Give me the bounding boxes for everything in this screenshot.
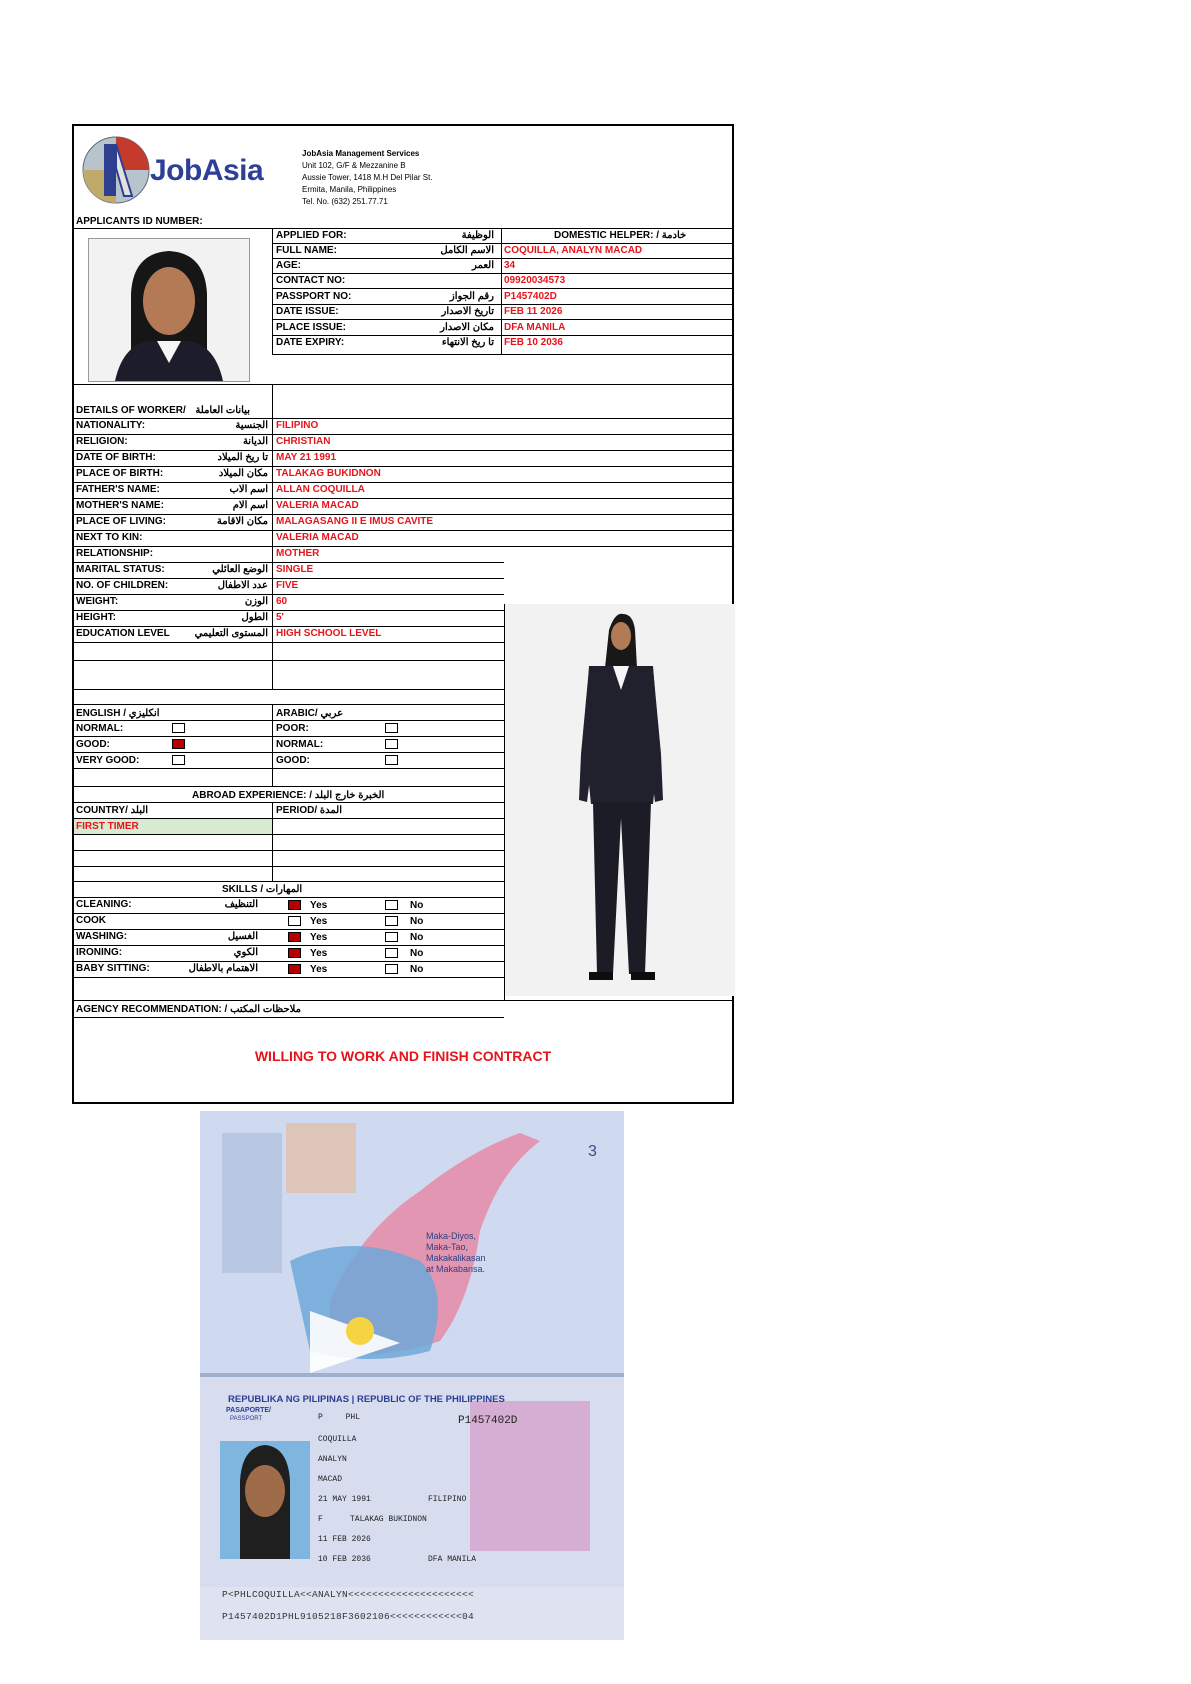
field-label: PASSPORT NO: (276, 291, 352, 302)
field-label: AGE: (276, 260, 301, 271)
passport-expiry-date: 10 FEB 2036 (318, 1555, 371, 1564)
detail-value: SINGLE (276, 564, 314, 575)
detail-label: HEIGHT: (76, 612, 116, 623)
skill-no-checkbox[interactable] (385, 916, 398, 926)
detail-value: HIGH SCHOOL LEVEL (276, 628, 382, 639)
head-photo-icon (89, 239, 249, 381)
detail-value: FIVE (276, 580, 299, 591)
agency-recommendation-label: AGENCY RECOMMENDATION: / ملاحظات المكتب (76, 1004, 301, 1015)
skill-label-ar: الغسيل (227, 931, 258, 942)
no-label: No (410, 932, 424, 943)
arabic-level-label: NORMAL: (276, 739, 324, 750)
date-issue-value: FEB 11 2026 (504, 306, 563, 317)
detail-label: WEIGHT: (76, 596, 119, 607)
detail-label-ar: تا ريخ الميلاد (217, 452, 268, 463)
field-label: DATE EXPIRY: (276, 337, 345, 348)
no-label: No (410, 948, 424, 959)
no-label: No (410, 916, 424, 927)
detail-label: RELATIONSHIP: (76, 548, 154, 559)
field-label: APPLIED FOR: (276, 230, 347, 241)
passport-surname: COQUILLA (318, 1435, 357, 1444)
skill-no-checkbox[interactable] (385, 900, 398, 910)
detail-label-ar: الوضع العائلي (212, 564, 268, 575)
country-value: FIRST TIMER (76, 821, 139, 832)
detail-label: DATE OF BIRTH: (76, 452, 156, 463)
detail-value: 60 (276, 596, 288, 607)
passport-number: P1457402D (458, 1415, 518, 1427)
detail-value: CHRISTIAN (276, 436, 331, 447)
logo-text: JobAsia (150, 154, 264, 187)
yes-label: Yes (310, 916, 328, 927)
passport-image (200, 1111, 624, 1640)
passport-given-name: ANALYN (318, 1455, 347, 1464)
detail-value: VALERIA MACAD (276, 532, 359, 543)
skill-label: CLEANING: (76, 899, 132, 910)
detail-value: 5' (276, 612, 284, 623)
age-value: 34 (504, 260, 516, 271)
arabic-normal-checkbox[interactable] (385, 739, 398, 749)
detail-value: MAY 21 1991 (276, 452, 337, 463)
passport-doc-label: PASAPORTE/ (226, 1407, 271, 1414)
detail-value: TALAKAG BUKIDNON (276, 468, 381, 479)
details-header-ar: بيانات العاملة (195, 405, 250, 416)
english-very-good-checkbox[interactable] (172, 755, 185, 765)
skills-title: SKILLS / المهارات (222, 884, 303, 895)
passport-middle-name: MACAD (318, 1475, 343, 1484)
english-level-label: NORMAL: (76, 723, 124, 734)
passport-nationality: FILIPINO (428, 1495, 467, 1504)
field-label-ar: الاسم الكامل (440, 245, 494, 256)
detail-label-ar: مكان الاقامة (216, 516, 268, 527)
abroad-experience-title: ABROAD EXPERIENCE: / الخبرة خارج البلد (192, 790, 385, 801)
passport-mrz-line-1: P<PHLCOQUILLA<<ANALYN<<<<<<<<<<<<<<<<<<<<< (222, 1589, 475, 1600)
passport-issue-date: 11 FEB 2026 (318, 1535, 371, 1544)
yes-label: Yes (310, 948, 328, 959)
detail-label: PLACE OF LIVING: (76, 516, 166, 527)
arabic-level-label: POOR: (276, 723, 309, 734)
detail-label: NEXT TO KIN: (76, 532, 143, 543)
field-label: DATE ISSUE: (276, 306, 339, 317)
detail-label-ar: الديانة (242, 436, 268, 447)
arabic-level-label: GOOD: (276, 755, 310, 766)
skill-no-checkbox[interactable] (385, 932, 398, 942)
detail-label-ar: اسم الام (232, 500, 268, 511)
passport-authority: DFA MANILA (428, 1555, 477, 1564)
skill-yes-checkbox[interactable] (288, 964, 301, 974)
address-line: Aussie Tower, 1418 M.H Del Pilar St. (302, 173, 433, 182)
detail-label: EDUCATION LEVEL (76, 628, 170, 639)
motto-line: Makakalikasan (426, 1253, 486, 1263)
applicant-head-photo (88, 238, 250, 382)
full-name-value: COQUILLA, ANALYN MACAD (504, 245, 643, 256)
address-line: Tel. No. (632) 251.77.71 (302, 197, 388, 206)
no-label: No (410, 964, 424, 975)
no-label: No (410, 900, 424, 911)
detail-value: FILIPINO (276, 420, 319, 431)
applicant-id-label: APPLICANTS ID NUMBER: (76, 216, 203, 227)
detail-label-ar: الطول (241, 612, 268, 623)
detail-label-ar: عدد الاطفال (217, 580, 268, 591)
detail-label-ar: اسم الاب (229, 484, 268, 495)
skill-label: WASHING: (76, 931, 128, 942)
yes-label: Yes (310, 932, 328, 943)
detail-label: NO. OF CHILDREN: (76, 580, 169, 591)
country-label: COUNTRY/ البلد (76, 805, 149, 816)
passport-dob: 21 MAY 1991 (318, 1495, 371, 1504)
field-label: FULL NAME: (276, 245, 337, 256)
detail-label-ar: مكان الميلاد (218, 468, 268, 479)
detail-value: VALERIA MACAD (276, 500, 359, 511)
passport-page-number: 3 (588, 1143, 597, 1160)
skill-yes-checkbox[interactable] (288, 900, 301, 910)
detail-label: RELIGION: (76, 436, 128, 447)
date-expiry-value: FEB 10 2036 (504, 337, 563, 348)
yes-label: Yes (310, 964, 328, 975)
place-issue-value: DFA MANILA (504, 322, 566, 333)
passport-place-of-birth: TALAKAG BUKIDNON (350, 1515, 427, 1524)
period-label: PERIOD/ المدة (276, 805, 343, 816)
passport-country-code: PHL (345, 1413, 361, 1422)
skill-no-checkbox[interactable] (385, 964, 398, 974)
passport-scan (200, 1111, 624, 1640)
english-good-checkbox[interactable] (172, 739, 185, 749)
field-label-ar: مكان الاصدار (440, 322, 494, 333)
passport-header: REPUBLIKA NG PILIPINAS | REPUBLIC OF THE PHILIPPINES (228, 1394, 505, 1405)
detail-label-ar: المستوى التعليمي (194, 628, 268, 639)
english-label: ENGLISH / انكليزي (76, 708, 160, 719)
arabic-label: ARABIC/ عربي (276, 708, 344, 719)
passport-no-value: P1457402D (504, 291, 557, 302)
skill-yes-checkbox[interactable] (288, 948, 301, 958)
detail-label: FATHER'S NAME: (76, 484, 160, 495)
address-line: Unit 102, G/F & Mezzanine B (302, 161, 406, 170)
detail-label: MOTHER'S NAME: (76, 500, 164, 511)
passport-doc-label-en: PASSPORT (230, 1416, 263, 1422)
motto-line: at Makabansa. (426, 1264, 486, 1274)
field-label: CONTACT NO: (276, 275, 346, 286)
english-level-label: VERY GOOD: (76, 755, 140, 766)
applied-for-value: DOMESTIC HELPER: / خادمة (554, 230, 687, 241)
english-normal-checkbox[interactable] (172, 723, 185, 733)
detail-label-ar: الوزن (244, 596, 268, 607)
skill-yes-checkbox[interactable] (288, 916, 301, 926)
skill-label-ar: الكوي (233, 947, 258, 958)
detail-value: MALAGASANG II E IMUS CAVITE (276, 516, 434, 527)
detail-label-ar: الجنسية (235, 420, 268, 431)
address-line: Ermita, Manila, Philippines (302, 185, 397, 194)
passport-mrz-line-2: P1457402D1PHL9105218F3602106<<<<<<<<<<<<04 (222, 1611, 475, 1622)
detail-label: MARITAL STATUS: (76, 564, 165, 575)
english-level-label: GOOD: (76, 739, 110, 750)
detail-value: ALLAN COQUILLA (276, 484, 365, 495)
field-label-ar: رقم الجواز (449, 291, 494, 302)
contact-value: 09920034573 (504, 275, 566, 286)
passport-motto (426, 1231, 486, 1275)
skill-no-checkbox[interactable] (385, 948, 398, 958)
field-label-ar: الوظيفة (461, 230, 494, 241)
skill-label-ar: التنظيف (224, 899, 258, 910)
skill-yes-checkbox[interactable] (288, 932, 301, 942)
arabic-good-checkbox[interactable] (385, 755, 398, 765)
skill-label: IRONING: (76, 947, 123, 958)
full-body-photo-icon (505, 604, 735, 996)
applicant-full-body-photo (504, 604, 735, 996)
detail-label: NATIONALITY: (76, 420, 146, 431)
details-header: DETAILS OF WORKER/ (76, 405, 186, 416)
yes-label: Yes (310, 900, 328, 911)
skill-label: BABY SITTING: (76, 963, 150, 974)
detail-value: MOTHER (276, 548, 320, 559)
field-label: PLACE ISSUE: (276, 322, 347, 333)
field-label-ar: العمر (472, 260, 494, 271)
skill-label: COOK (76, 915, 106, 926)
company-name: JobAsia Management Services (302, 149, 420, 158)
agency-remark: WILLING TO WORK AND FINISH CONTRACT (254, 1048, 552, 1064)
field-label-ar: تاريخ الاصدار (441, 306, 494, 317)
motto-line: Maka-Diyos, (426, 1231, 477, 1241)
skill-label-ar: الاهتمام بالاطفال (188, 963, 258, 974)
detail-label: PLACE OF BIRTH: (76, 468, 164, 479)
arabic-poor-checkbox[interactable] (385, 723, 398, 733)
application-form (72, 124, 734, 1104)
company-address (302, 148, 433, 208)
passport-type: P (318, 1413, 323, 1422)
passport-sex: F (318, 1515, 323, 1524)
motto-line: Maka-Tao, (426, 1242, 469, 1252)
field-label-ar: تا ريخ الانتهاء (441, 337, 494, 348)
